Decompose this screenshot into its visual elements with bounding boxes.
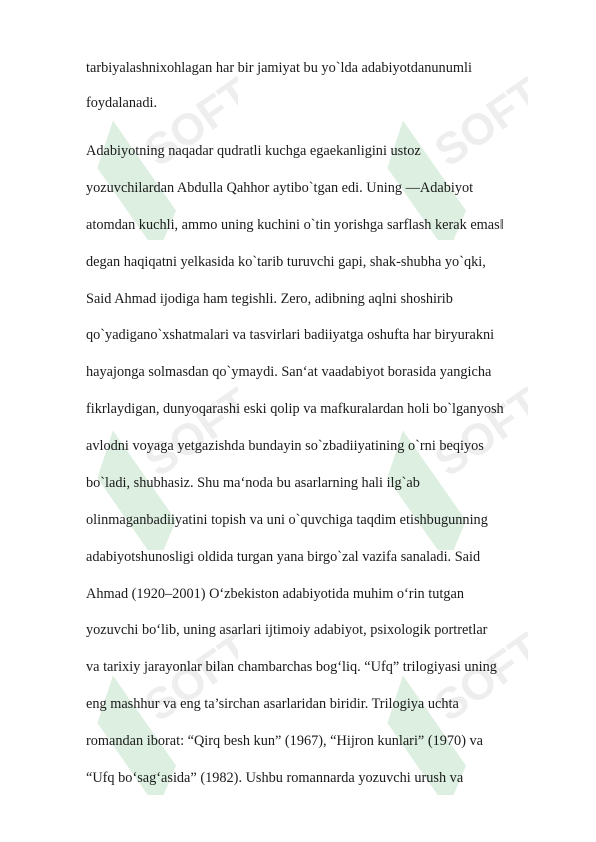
body-line: adabiyotshunosligi oldida turgan yana birgo`zal vazifa sanaladi. Said <box>86 549 481 565</box>
body-line: “Ufq bo‘sag‘asida” (1982). Ushbu romannarda yozuvchi urush va <box>86 770 464 786</box>
svg-text:SOFT: SOFT <box>426 68 528 177</box>
body-line: Ahmad (1920–2001) O‘zbekiston adabiyotida muhim o‘rin tutgan <box>86 586 465 602</box>
body-line: foydalanadi. <box>86 95 158 111</box>
body-line: romandan iborat: “Qirq besh kun” (1967), “Hijron kunlari” (1970) va <box>86 733 484 749</box>
svg-text:SOFT: SOFT <box>426 623 528 732</box>
body-line: degan haqiqatni yelkasida ko`tarib turuvchi gapi, shak-shubha yo`qki, <box>86 254 486 270</box>
body-line: atomdan kuchli, ammo uning kuchini o`tin yorishga sarflash kerak emas‖ <box>86 217 504 233</box>
body-line: olinmaganbadiiyatini topish va uni o`quvchiga taqdim etishbugunning <box>86 512 488 528</box>
svg-text:SOFT: SOFT <box>136 68 238 177</box>
svg-text:SOFT: SOFT <box>136 623 238 732</box>
body-line: fikrlaydigan, dunyoqarashi eski qolip va mafkuralardan holi bo`lganyosh <box>86 401 504 417</box>
body-line: va tarixiy jarayonlar bilan chambarchas bog‘liq. “Ufq” trilogiyasi uning <box>86 659 497 675</box>
body-line: Adabiyotning naqadar qudratli kuchga egaekanligini ustoz <box>86 143 421 159</box>
body-line: hayajonga solmasdan qo`ymaydi. San‘at vaadabiyot borasida yangicha <box>86 364 492 380</box>
svg-text:SOFT: SOFT <box>426 378 528 487</box>
body-line: yozuvchi bo‘lib, uning asarlari ijtimoiy adabiyot, psixologik portretlar <box>86 622 488 638</box>
body-line: bo`ladi, shubhasiz. Shu ma‘noda bu asarlarning hali ilg`ab <box>86 475 420 491</box>
body-line: Said Ahmad ijodiga ham tegishli. Zero, adibning aqlni shoshirib <box>86 291 453 307</box>
svg-text:SOFT: SOFT <box>136 378 238 487</box>
body-line: avlodni voyaga yetgazishda bundayin so`zbadiiyatining o`rni beqiyos <box>86 438 484 454</box>
body-line: qo`yadigano`xshatmalari va tasvirlari badiiyatga oshufta har biryurakni <box>86 327 495 343</box>
body-line: eng mashhur va eng ta’sirchan asarlaridan biridir. Trilogiya uchta <box>86 696 459 712</box>
body-line: tarbiyalashnixohlagan har bir jamiyat bu yo`lda adabiyotdanunumli <box>86 60 472 76</box>
body-line: yozuvchilardan Abdulla Qahhor aytibo`tgan edi. Uning —Adabiyot <box>86 180 474 196</box>
